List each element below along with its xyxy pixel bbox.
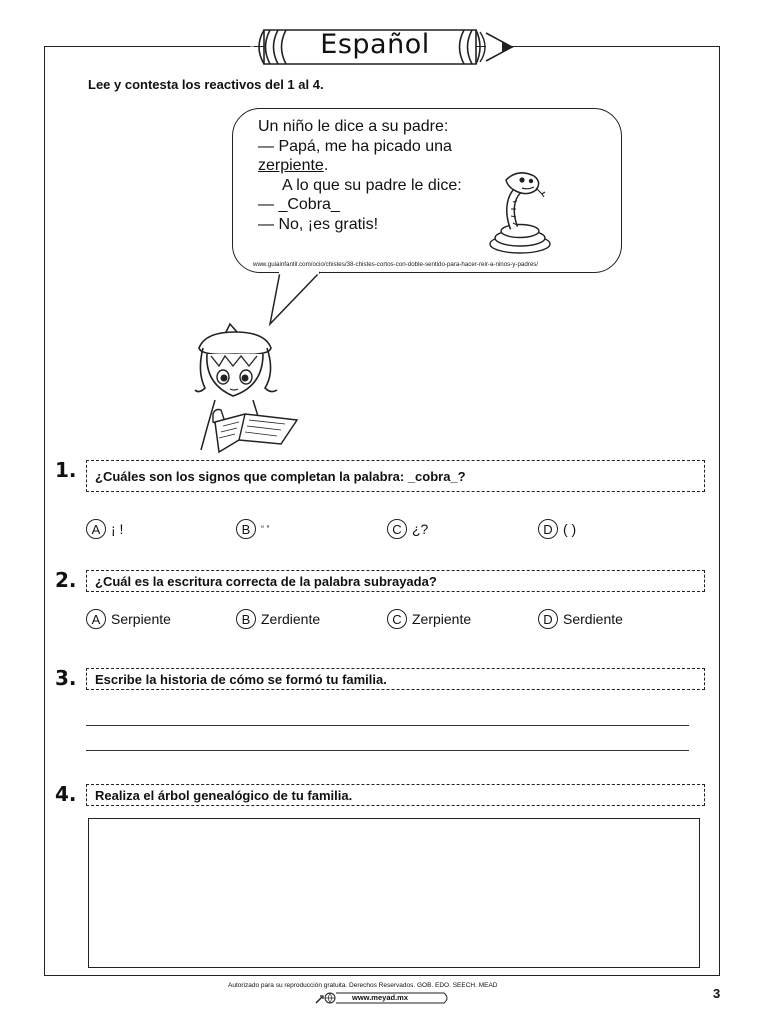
option-text: Serdiente bbox=[563, 611, 623, 627]
option-text: Serpiente bbox=[111, 611, 171, 627]
option-letter: D bbox=[538, 519, 558, 539]
snake-icon bbox=[484, 168, 554, 256]
joke-line: zerpiente. bbox=[258, 157, 329, 174]
option-text: ¡ ! bbox=[111, 521, 124, 537]
option-1b[interactable] bbox=[236, 519, 270, 539]
footer-url[interactable]: www.meyad.mx bbox=[352, 993, 408, 1002]
question-2-box bbox=[86, 570, 705, 592]
speech-bubble-tail-icon bbox=[262, 268, 342, 328]
girl-reading-icon bbox=[185, 322, 300, 457]
answer-line[interactable] bbox=[86, 750, 689, 751]
option-letter: A bbox=[86, 519, 106, 539]
option-letter: B bbox=[236, 609, 256, 629]
question-1-text: ¿Cuáles son los signos que completan la palabra: _cobra_? bbox=[95, 468, 466, 484]
option-1d[interactable] bbox=[538, 519, 576, 539]
option-2c[interactable] bbox=[387, 609, 471, 629]
joke-line: A lo que su padre le dice: bbox=[282, 176, 462, 194]
question-1-number: 1. bbox=[55, 458, 77, 482]
option-2b[interactable] bbox=[236, 609, 320, 629]
question-4-number: 4. bbox=[55, 782, 77, 806]
joke-line: — No, ¡es gratis! bbox=[258, 215, 379, 233]
option-letter: D bbox=[538, 609, 558, 629]
option-1c[interactable] bbox=[387, 519, 428, 539]
question-2-text: ¿Cuál es la escritura correcta de la palabra subrayada? bbox=[95, 573, 437, 589]
option-2d[interactable] bbox=[538, 609, 623, 629]
answer-line[interactable] bbox=[86, 725, 689, 726]
joke-text bbox=[258, 117, 462, 234]
instruction-text: Lee y contesta los reactivos del 1 al 4. bbox=[88, 77, 324, 92]
family-tree-answer-box[interactable] bbox=[88, 818, 700, 968]
question-3-box bbox=[86, 668, 705, 690]
option-letter: B bbox=[236, 519, 256, 539]
question-2-number: 2. bbox=[55, 568, 77, 592]
joke-line: — _Cobra_ bbox=[258, 196, 340, 213]
option-1a[interactable] bbox=[86, 519, 123, 539]
question-1-box bbox=[86, 460, 705, 492]
option-text: ¿? bbox=[412, 521, 429, 537]
joke-line: — Papá, me ha picado una bbox=[258, 137, 452, 155]
question-4-text: Realiza el árbol genealógico de tu familia. bbox=[95, 787, 353, 803]
option-2a[interactable] bbox=[86, 609, 171, 629]
source-url: www.guiainfantil.com/ocio/chistes/38-chistes-cortos-con-doble-sentido-para-hacer-reir-a-ninos-y-padres/ bbox=[253, 261, 539, 268]
option-letter: C bbox=[387, 609, 407, 629]
option-text: Zerdiente bbox=[261, 611, 321, 627]
question-3-number: 3. bbox=[55, 666, 77, 690]
joke-line: Un niño le dice a su padre: bbox=[258, 118, 449, 135]
option-letter: A bbox=[86, 609, 106, 629]
page-title: Español bbox=[320, 29, 430, 60]
option-text: ( ) bbox=[563, 521, 577, 537]
footer-notice: Autorizado para su reproducción gratuita. Derechos Reservados. GOB. EDO. SEECH. MEAD bbox=[228, 982, 498, 989]
page-number: 3 bbox=[713, 986, 721, 1001]
question-3-text: Escribe la historia de cómo se formó tu familia. bbox=[95, 671, 387, 687]
option-text: “ ” bbox=[261, 524, 270, 534]
option-letter: C bbox=[387, 519, 407, 539]
option-text: Zerpiente bbox=[412, 611, 472, 627]
underlined-word: zerpiente bbox=[258, 157, 324, 174]
question-4-box bbox=[86, 784, 705, 806]
